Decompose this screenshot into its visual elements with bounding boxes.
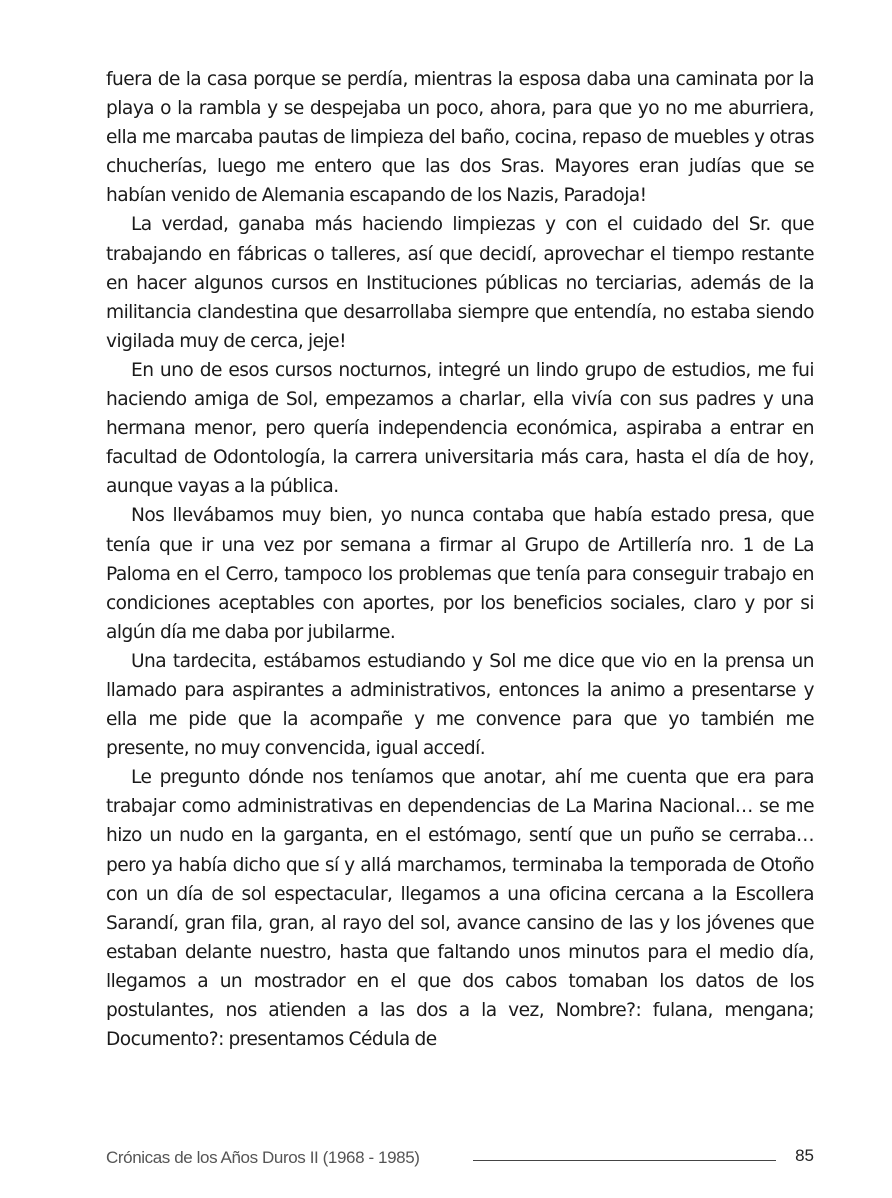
paragraph: La verdad, ganaba más haciendo limpiezas y con el cuidado del Sr. que trabajando en fábricas o talleres, así que decidí, aprovechar el tiempo restante en hacer algunos cursos en Instituciones públicas no terciarias, además de la militancia clandestina que desarrollaba siempre que entendía, no estaba siendo vigilada muy de cerca, jeje! — [106, 214, 814, 352]
paragraph: Le pregunto dónde nos teníamos que anotar, ahí me cuenta que era para trabajar como administrativas en dependencias de La Marina Nacional… se me hizo un nudo en la garganta, en el estómago, sentí que un puño se cerraba… pero ya había dicho que sí y allá marchamos, terminaba la temporada de Otoño con un día de sol espectacular, llegamos a una oficina cercana a la Escollera Sarandí, gran fila, gran, al rayo del sol, avance cansino de las y los jóvenes que estaban delante nuestro, hasta que faltando unos minutos para el medio día, llegamos a un mostrador en el que dos cabos tomaban los datos de los postulantes, nos atienden a las dos a la vez, Nombre?: fulana, mengana; Documento?: presentamos Cédula de — [106, 767, 814, 1051]
footer-divider — [473, 1160, 776, 1161]
paragraph: Nos llevábamos muy bien, yo nunca contaba que había estado presa, que tenía que ir una vez por semana a firmar al Grupo de Artillería nro. 1 de La Paloma en el Cerro, tampoco los problemas que tenía para conseguir trabajo en condiciones aceptables con aportes, por los beneficios sociales, claro y por si algún día me daba por jubilarme. — [106, 505, 814, 643]
page-number: 85 — [795, 1146, 814, 1165]
paragraph: Una tardecita, estábamos estudiando y Sol me dice que vio en la prensa un llamado para aspirantes a administrativos, entonces la animo a presentarse y ella me pide que la acompañe y me convence para que yo también me presente, no muy convencida, igual accedí. — [106, 650, 814, 760]
paragraph: En uno de esos cursos nocturnos, integré un lindo grupo de estudios, me fui haciendo amiga de Sol, empezamos a charlar, ella vivía con sus padres y una hermana menor, pero quería independencia económica, aspiraba a entrar en facultad de Odontología, la carrera universitaria más cara, hasta el día de hoy, aunque vayas a la pública. — [106, 359, 814, 498]
footer-book-title: Crónicas de los Años Duros II (1968 - 1985) — [106, 1148, 420, 1167]
body-text — [106, 65, 814, 1054]
paragraph: fuera de la casa porque se perdía, mientras la esposa daba una caminata por la playa o la rambla y se despejaba un poco, ahora, para que yo no me aburriera, ella me marcaba pautas de limpieza del baño, cocina, repaso de muebles y otras chucherías, luego me entero que las dos Sras. Mayores eran judías que se habían venido de Alemania escapando de los Nazis, Paradoja! — [106, 69, 814, 207]
page-footer — [106, 1146, 814, 1172]
